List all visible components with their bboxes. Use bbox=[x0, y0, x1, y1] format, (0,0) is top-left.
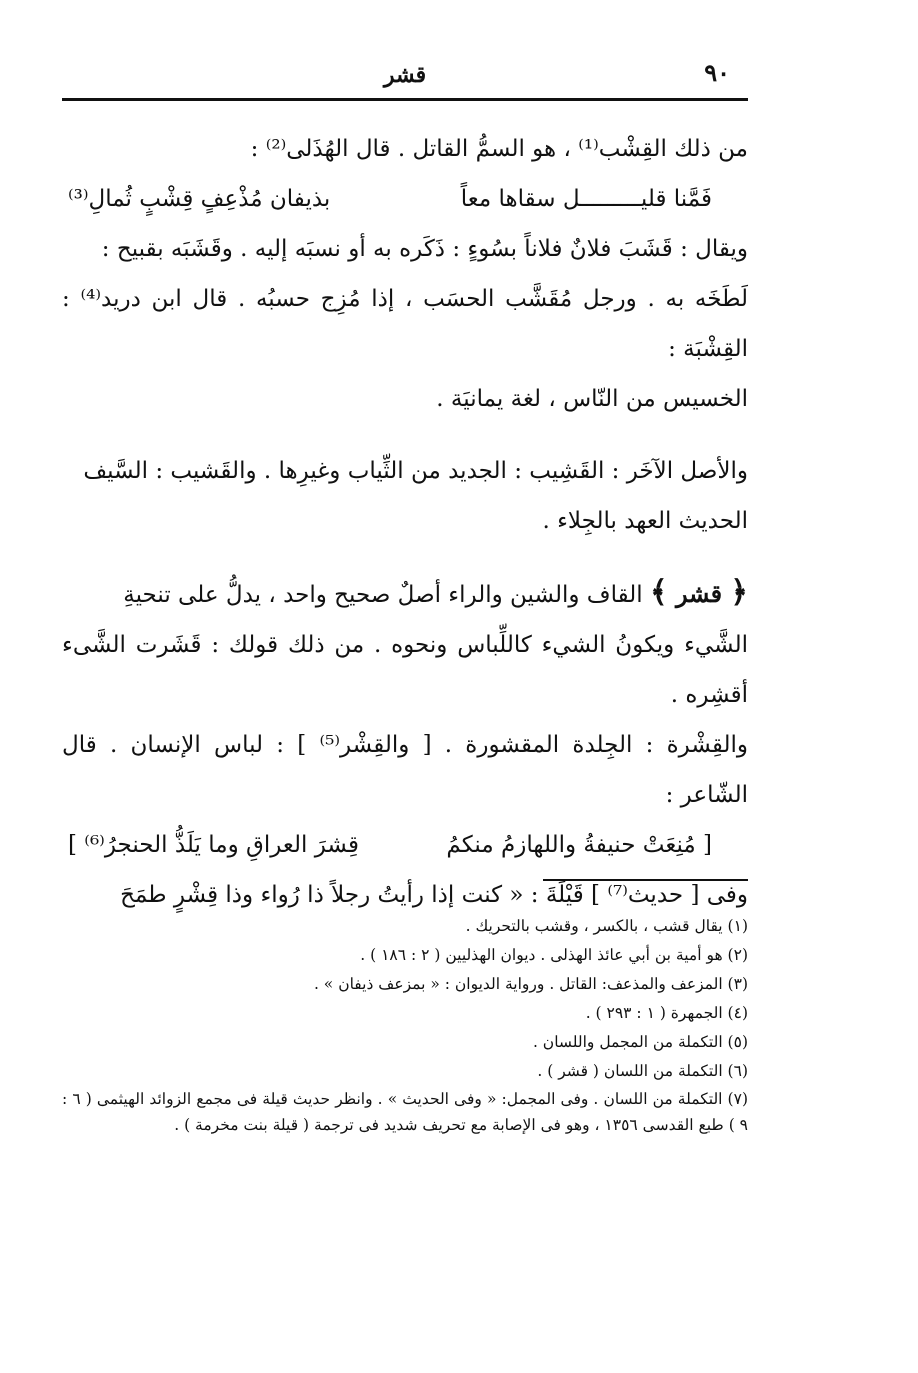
verse-line bbox=[62, 174, 748, 224]
entry-headword bbox=[650, 575, 748, 610]
page-number: ٩٠ bbox=[704, 58, 730, 87]
footnote: (٢) هو أمية بن أبي عائذ الهذلى . ديوان الهذليين ( ٢ : ١٨٦ ) . bbox=[360, 946, 748, 964]
text-line: من ذلك القِشْب⁽¹⁾ ، هو السمُّ القاتل . قال الهُذَلى⁽²⁾ : bbox=[250, 136, 748, 162]
text-line: والقِشْرة : الجِلدة المقشورة . [ والقِشْر⁽⁵⁾ ] : لباس الإنسان . قال الشّاعر : bbox=[62, 732, 748, 808]
footnote: (٥) التكملة من المجمل واللسان . bbox=[532, 1033, 748, 1051]
verse-hemistich: فَمَّنا قليـــــــــل سقاها معاً bbox=[460, 186, 712, 212]
text-line: والأصل الآخَر : القَشِيب : الجديد من الثِّياب وغيرِها . والقَشيب : السَّيف bbox=[83, 458, 748, 484]
entry-heading-line bbox=[62, 568, 748, 620]
verse-line bbox=[62, 820, 748, 870]
footnote: (٤) الجمهرة ( ١ : ٢٩٣ ) . bbox=[585, 1004, 748, 1022]
paragraph-gap bbox=[62, 546, 748, 568]
text-line: وفى [ حديث⁽⁷⁾ ] قَيْلَةَ : « كنت إذا رأيتُ رجلاً ذا رُواء وذا قِشْرٍ طمَحَ bbox=[120, 882, 748, 908]
verse-hemistich: بذيفان مُذْعِفٍ قِشْبٍ ثُمالِ⁽³⁾ bbox=[68, 186, 331, 212]
text-line: الخسيس من النّاس ، لغة يمانيَة . bbox=[436, 386, 748, 412]
verse-hemistich: [ مُنِعَتْ حنيفةُ واللهازمُ منكمُ bbox=[446, 832, 712, 858]
footnotes bbox=[62, 912, 748, 1138]
text-line: ويقال : قَشَبَ فلانٌ فلاناً بسُوءٍ : ذَكَره به أو نسبَه إليه . وقَشَبَه بقبيح : bbox=[101, 236, 748, 262]
text-line: الحديث العهد بالجِلاء . bbox=[542, 508, 748, 534]
headword-text: قشر bbox=[675, 579, 723, 608]
footnote: (٧) التكملة من اللسان . وفى المجمل: « وفى الحديث » . وانظر حديث قيلة فى مجمع الزوائد الهيثمى ( ٦ : ٩ ) طبع القدسى ١٣٥٦ ، وهو فى الإصابة مع تحريف شديد فى ترجمة ( قيلة بنت مخرمة ) . bbox=[62, 1090, 748, 1134]
page-header bbox=[62, 52, 748, 98]
footnote: (٦) التكملة من اللسان ( قشر ) . bbox=[537, 1062, 748, 1080]
text-line-rest: القاف والشين والراء أصلٌ صحيح واحد ، يدلُّ على تنحيةِ bbox=[123, 582, 643, 608]
text-line: لَطَخَه به . ورجل مُقَشَّب الحسَب ، إذا مُزِج حسبُه . قال ابن دريد⁽⁴⁾ : القِشْبَة : bbox=[62, 286, 748, 362]
footnote: (٣) المزعف والمذعف: القاتل . ورواية الديوان : « بمزعف ذيفان » . bbox=[313, 975, 748, 993]
verse-hemistich: قِشرَ العراقِ وما يَلَذُّ الحنجرُ⁽⁶⁾ ] bbox=[68, 832, 359, 858]
header-rule bbox=[62, 98, 748, 101]
ornate-bracket-close: ﴾ bbox=[650, 575, 668, 610]
paragraph-gap bbox=[62, 424, 748, 446]
ornate-bracket-open: ﴿ bbox=[730, 575, 748, 610]
footnote-rule bbox=[543, 879, 748, 881]
main-text bbox=[62, 124, 748, 920]
running-head: قشر bbox=[383, 62, 427, 88]
footnote: (١) يقال قشب ، بالكسر ، وقشب بالتحريك . bbox=[465, 917, 748, 935]
text-line: الشَّيء ويكونُ الشيء كاللِّباس ونحوه . من ذلك قولك : قَشَرت الشَّىء أقشِره . bbox=[62, 632, 748, 708]
